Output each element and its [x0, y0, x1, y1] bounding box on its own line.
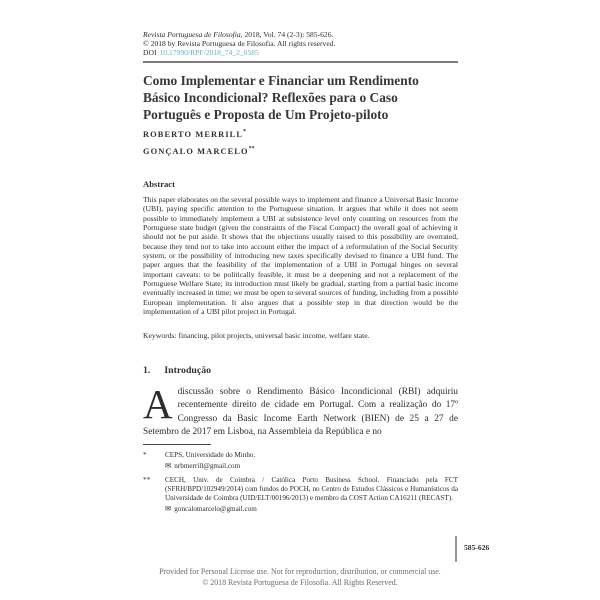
footnote-divider — [143, 444, 211, 445]
section-heading — [143, 365, 211, 376]
abstract-text: This paper elaborates on the several possible ways to implement and finance a Universal Basic Income (UBI), paying specific attention to the Portuguese situation. It argues that while it does not seem possible to immediately implement a UBI at subsistence level only counting on resources from the Portuguese state budget (given the constraints of the Fiscal Compact) the overall goal of achieving it should not be put aside. It shows that the objections usually raised to this possibility are overrated, because they tend not to take into account either the impact of a reformulation of the Social Security system, or the possibility of introducing new taxes specifically devised to finance a UBI fund. The paper argues that the feasibility of the implementation of a UBI in Portugal hinges on several important caveats: to be politically feasible, it must be a deepening and not a replacement of the Portuguese Welfare State; its introduction must likely be gradual, starting from a partial basic income eventually increased in time; we must be open to several sources of funding, including from a possible European implementation. It also argues that a possible step in that direction would be the implementation of a UBI pilot project in Portugal. — [143, 195, 458, 317]
footnote-1-email-line — [165, 461, 458, 471]
doi-label: DOI — [143, 48, 157, 57]
license-line: Provided for Personal License use. Not for reproduction, distribution, or commercial use. — [159, 567, 441, 576]
abstract-heading: Abstract — [143, 179, 175, 189]
section-number: 1. — [143, 365, 151, 376]
footnote-2 — [143, 476, 458, 514]
page-range-bar — [455, 536, 457, 562]
drop-cap: A — [143, 381, 173, 427]
footnote-2-marker: ** — [143, 475, 151, 484]
email-icon: ✉ — [165, 460, 172, 470]
journal-citation-line — [143, 30, 458, 39]
header-divider — [143, 61, 458, 63]
author-1-name: ROBERTO MERRILL — [143, 130, 244, 139]
intro-paragraph — [143, 381, 458, 440]
issue-info: 2018, Vol. 74 (2-3): 585-626. — [242, 30, 334, 39]
footer-copyright-line: © 2018 Revista Portuguesa de Filosofia. All Rights Reserved. — [202, 578, 398, 587]
keywords-line: Keywords: financing, pilot projects, universal basic income, welfare state. — [143, 331, 370, 340]
section-title: Introdução — [164, 365, 211, 376]
footnote-2-email-line — [165, 504, 458, 514]
footnote-1-text: CEPS, Universidade do Minho. — [165, 451, 256, 459]
author-2-footnote-marker: ** — [248, 145, 255, 152]
email-icon: ✉ — [165, 504, 172, 514]
footnote-2-email: goncalomarcelo@gmail.com — [174, 505, 257, 514]
copyright-line: © 2018 by Revista Portuguesa de Filosofia. All rights reserved. — [143, 39, 336, 48]
author-2 — [143, 147, 458, 156]
footnote-1-email: nrbmerrill@gmail.com — [174, 461, 241, 470]
doi-line — [143, 48, 458, 57]
intro-text: discussão sobre o Rendimento Básico Incondicional (RBI) adquiriu recentemente direito de cidade em Portugal. Com a realização do 17º Congresso da Basic Income Earth Network (BIEN) de 25 a 27 de Setembro de 2017 em Lisboa, na Assembleia da República e no — [143, 387, 458, 438]
footnote-1-body — [165, 451, 458, 471]
footnote-1-marker: * — [143, 451, 147, 459]
footnote-2-text: CECH, Univ. de Coimbra / Católica Porto Business School. Financiado pela FCT (SFRH/BPD/102949/2014) com fundos do POCH, no Centro de Estudos Clássicos e Humanísticos da Universidade de Coimbra (UID/ELT/00196/2013) e membro da COST Action CA16211 (RECAST). — [165, 475, 458, 503]
authors-block — [143, 130, 458, 163]
license-footer — [0, 566, 600, 588]
journal-name: Revista Portuguesa de Filosofia, — [143, 30, 243, 39]
author-1-footnote-marker: * — [243, 129, 247, 136]
doi-link[interactable]: 10.17990/RPF/2018_74_2_0585 — [159, 48, 259, 57]
author-2-name: GONÇALO MARCELO — [143, 146, 249, 156]
journal-header — [143, 30, 458, 57]
article-title: Como Implementar e Financiar um Rendimento Básico Incondicional? Reflexões para o Caso Português e Proposta de Um Projeto-piloto — [143, 73, 419, 122]
author-1 — [143, 130, 458, 139]
page-range-label: 585-626 — [464, 543, 490, 552]
footnotes-block — [143, 451, 458, 519]
footnote-1 — [143, 451, 458, 471]
footnote-2-body — [165, 476, 458, 514]
